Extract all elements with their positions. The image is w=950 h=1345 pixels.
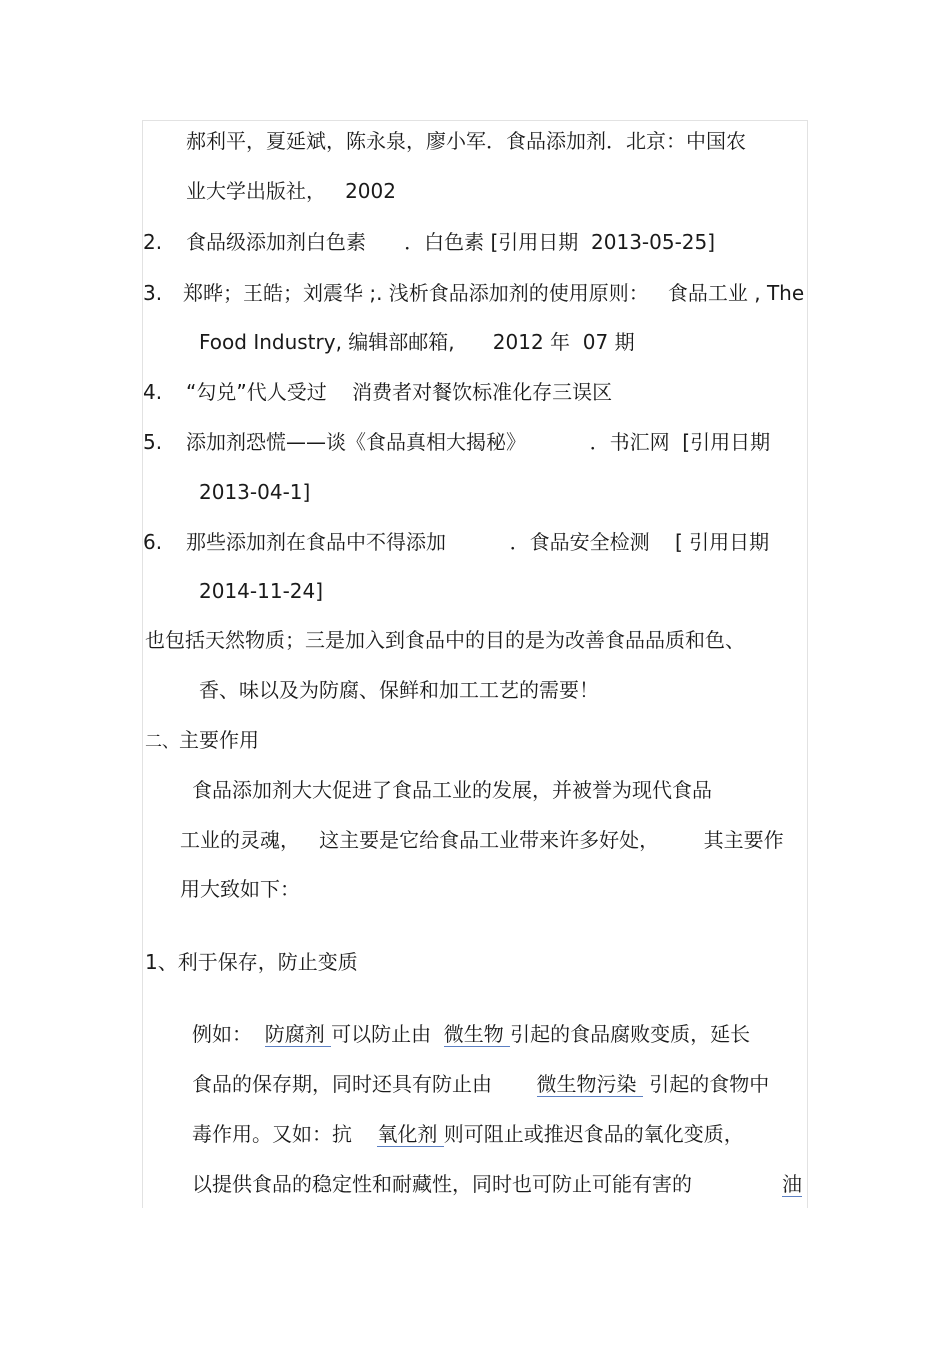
example-line-4: 以提供食品的稳定性和耐藏性，同时也可防止可能有害的 (192, 1172, 692, 1196)
ref-6-number: 6. (143, 530, 163, 554)
ref-6-line-1: 那些添加剂在食品中不得添加 ．食品安全检测 [ 引用日期 (186, 530, 770, 554)
ref-5-number: 5. (143, 430, 163, 454)
link-antioxidant[interactable]: 氧化剂 (377, 1122, 444, 1146)
paragraph-2-line-2: 工业的灵魂， 这主要是它给食品工业带来许多好处， 其主要作 (180, 828, 784, 852)
section-title-text: 主要作用 (179, 728, 259, 752)
paragraph-2-line-1: 食品添加剂大大促进了食品工业的发展，并被誉为现代食品 (192, 778, 712, 802)
paragraph-1-line-1: 也包括天然物质；三是加入到食品中的目的是为改善食品品质和色、 (145, 628, 745, 652)
link-microorganism[interactable]: 微生物 (443, 1022, 511, 1046)
example-line-3-text-b: 则可阻止或推迟食品的氧化变质， (443, 1122, 744, 1146)
example-line-2-text-a: 食品的保存期，同时还具有防止由 (192, 1072, 537, 1096)
ref-2-number: 2. (143, 230, 163, 254)
example-line-3-text-a: 毒作用。又如：抗 (192, 1122, 378, 1146)
ref-1-line-2: 业大学出版社， 2002 (186, 179, 396, 203)
ref-3-number: 3. (143, 281, 163, 305)
example-line-2-text-b: 引起的食物中 (642, 1072, 770, 1096)
ref-6-line-2: 2014-11-24] (199, 579, 324, 603)
example-line-1-text-c: 引起的食品腐败变质，延长 (510, 1022, 751, 1046)
ref-2-line-1: 食品级添加剂白色素 ．白色素 [引用日期 2013-05-25] (186, 230, 716, 254)
section-title-prefix: 二、 (145, 732, 179, 752)
paragraph-1-line-2: 香、味以及为防腐、保鲜和加工工艺的需要！ (199, 678, 599, 702)
ref-1-line-1: 郝利平，夏延斌，陈永泉，廖小军．食品添加剂．北京：中国农 (186, 129, 746, 153)
link-oil[interactable]: 油 (782, 1172, 802, 1196)
example-line-1-text-b: 可以防止由 (331, 1022, 444, 1046)
example-line-4-link-holder (782, 1171, 802, 1197)
ref-4-number: 4. (143, 380, 163, 404)
ref-5-line-2: 2013-04-1] (199, 480, 311, 504)
example-line-1-text-a: 例如： (192, 1022, 265, 1046)
ref-3-line-1: 郑晔；王皓；刘震华 ;. 浅析食品添加剂的使用原则： 食品工业 , The (183, 281, 805, 305)
section-title (145, 727, 259, 755)
link-microbial-contamination[interactable]: 微生物污染 (536, 1072, 643, 1096)
paragraph-2-line-3: 用大致如下： (180, 877, 300, 901)
example-line-1 (192, 1021, 750, 1047)
ref-4-line-1: “勾兑”代人受过 消费者对餐饮标准化存三误区 (186, 380, 613, 404)
heading-1: 1、利于保存，防止变质 (145, 950, 358, 974)
ref-3-line-2: Food Industry, 编辑部邮箱, 2012 年 07 期 (199, 330, 635, 354)
link-preservative[interactable]: 防腐剂 (264, 1022, 332, 1046)
example-line-3 (192, 1121, 744, 1147)
ref-5-line-1: 添加剂恐慌——谈《食品真相大揭秘》 ．书汇网 [引用日期 (186, 430, 771, 454)
example-line-2 (192, 1071, 769, 1097)
